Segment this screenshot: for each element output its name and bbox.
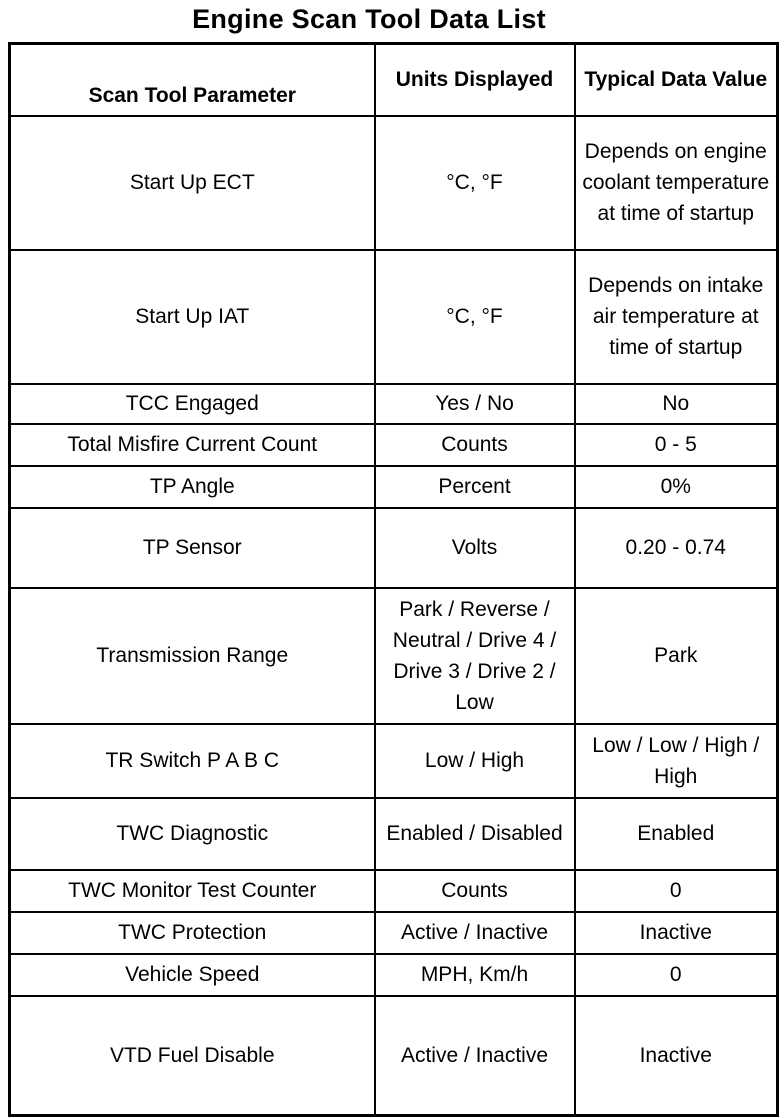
units-cell: Counts bbox=[375, 424, 575, 466]
table-row bbox=[10, 912, 778, 954]
table-row bbox=[10, 724, 778, 798]
parameter-cell: VTD Fuel Disable bbox=[10, 996, 375, 1116]
table-row bbox=[10, 250, 778, 384]
scan-tool-data-table bbox=[8, 42, 779, 1117]
typical-value-cell: Enabled bbox=[575, 798, 778, 870]
table-row bbox=[10, 466, 778, 508]
units-cell: Active / Inactive bbox=[375, 912, 575, 954]
parameter-cell: Start Up IAT bbox=[10, 250, 375, 384]
typical-value-cell: No bbox=[575, 384, 778, 424]
column-header-typical-value: Typical Data Value bbox=[575, 44, 778, 116]
units-cell: Yes / No bbox=[375, 384, 575, 424]
parameter-cell: TR Switch P A B C bbox=[10, 724, 375, 798]
typical-value-cell: 0.20 - 0.74 bbox=[575, 508, 778, 588]
typical-value-cell: 0 bbox=[575, 954, 778, 996]
parameter-cell: TWC Diagnostic bbox=[10, 798, 375, 870]
page-title: Engine Scan Tool Data List bbox=[192, 4, 546, 34]
units-cell: Active / Inactive bbox=[375, 996, 575, 1116]
units-cell: MPH, Km/h bbox=[375, 954, 575, 996]
parameter-cell: Start Up ECT bbox=[10, 116, 375, 250]
units-cell: Park / Reverse / Neutral / Drive 4 / Drive 3 / Drive 2 / Low bbox=[375, 588, 575, 724]
parameter-cell: Total Misfire Current Count bbox=[10, 424, 375, 466]
typical-value-cell: Inactive bbox=[575, 912, 778, 954]
typical-value-cell: 0 bbox=[575, 870, 778, 912]
units-cell: °C, °F bbox=[375, 250, 575, 384]
parameter-cell: Transmission Range bbox=[10, 588, 375, 724]
typical-value-cell: 0 - 5 bbox=[575, 424, 778, 466]
table-row bbox=[10, 996, 778, 1116]
units-cell: Volts bbox=[375, 508, 575, 588]
table-row bbox=[10, 798, 778, 870]
table-header-row bbox=[10, 44, 778, 116]
typical-value-cell: Low / Low / High / High bbox=[575, 724, 778, 798]
units-cell: °C, °F bbox=[375, 116, 575, 250]
table-row bbox=[10, 116, 778, 250]
typical-value-cell: Depends on intake air temperature at time of startup bbox=[575, 250, 778, 384]
units-cell: Enabled / Disabled bbox=[375, 798, 575, 870]
typical-value-cell: 0% bbox=[575, 466, 778, 508]
table-row bbox=[10, 870, 778, 912]
parameter-cell: Vehicle Speed bbox=[10, 954, 375, 996]
parameter-cell: TP Sensor bbox=[10, 508, 375, 588]
table-row bbox=[10, 508, 778, 588]
table-row bbox=[10, 424, 778, 466]
parameter-cell: TWC Monitor Test Counter bbox=[10, 870, 375, 912]
parameter-cell: TCC Engaged bbox=[10, 384, 375, 424]
table-row bbox=[10, 588, 778, 724]
parameter-cell: TP Angle bbox=[10, 466, 375, 508]
column-header-parameter: Scan Tool Parameter bbox=[10, 44, 375, 116]
units-cell: Counts bbox=[375, 870, 575, 912]
typical-value-cell: Depends on engine coolant temperature at time of startup bbox=[575, 116, 778, 250]
column-header-units: Units Displayed bbox=[375, 44, 575, 116]
units-cell: Percent bbox=[375, 466, 575, 508]
typical-value-cell: Inactive bbox=[575, 996, 778, 1116]
table-row bbox=[10, 954, 778, 996]
parameter-cell: TWC Protection bbox=[10, 912, 375, 954]
units-cell: Low / High bbox=[375, 724, 575, 798]
table-row bbox=[10, 384, 778, 424]
typical-value-cell: Park bbox=[575, 588, 778, 724]
